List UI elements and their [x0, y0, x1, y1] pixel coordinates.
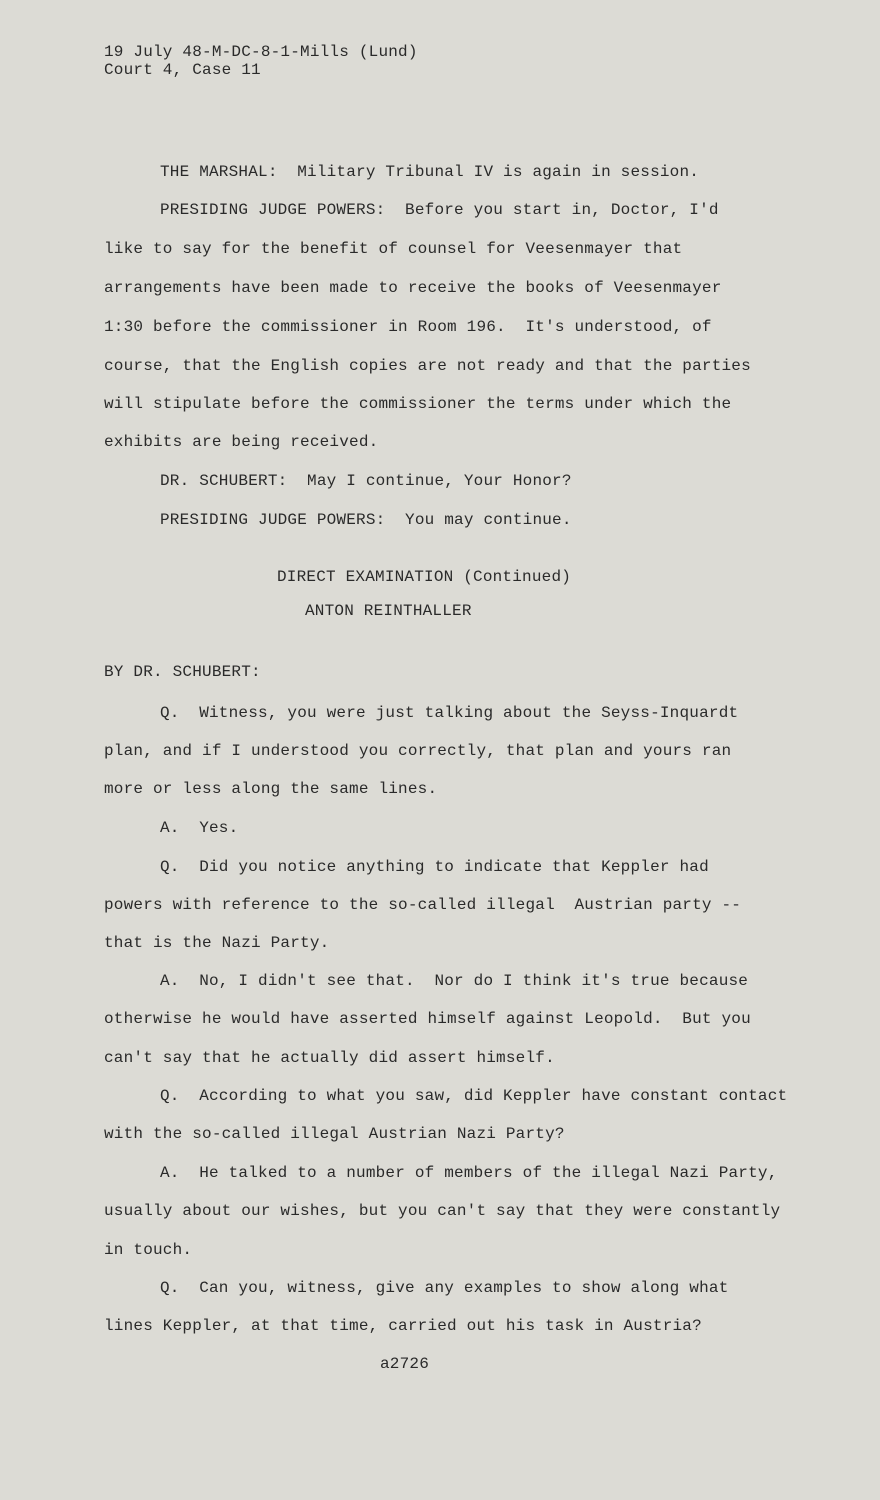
paragraph-judge-4: 1:30 before the commissioner in Room 196. It's understood, of [104, 318, 712, 336]
paragraph-judge-continue: PRESIDING JUDGE POWERS: You may continue. [160, 511, 572, 529]
question-1-line-1: Q. Witness, you were just talking about the Seyss-Inquardt [160, 704, 739, 722]
answer-1: A. Yes. [160, 819, 239, 837]
section-heading: DIRECT EXAMINATION (Continued) [277, 568, 572, 586]
witness-name: ANTON REINTHALLER [305, 602, 472, 620]
question-3-line-2: with the so-called illegal Austrian Nazi Party? [104, 1125, 565, 1143]
answer-3-line-3: in touch. [104, 1241, 193, 1259]
question-4-line-1: Q. Can you, witness, give any examples to show along what [160, 1279, 729, 1297]
paragraph-schubert: DR. SCHUBERT: May I continue, Your Honor? [160, 472, 572, 490]
paragraph-judge-5: course, that the English copies are not ready and that the parties [104, 357, 751, 375]
paragraph-judge-1: PRESIDING JUDGE POWERS: Before you start in, Doctor, I'd [160, 201, 719, 219]
examiner-label: BY DR. SCHUBERT: [104, 663, 261, 681]
paragraph-judge-6: will stipulate before the commissioner the terms under which the [104, 395, 732, 413]
question-1-line-2: plan, and if I understood you correctly, that plan and yours ran [104, 742, 732, 760]
question-1-line-3: more or less along the same lines. [104, 780, 438, 798]
header-line-2: Court 4, Case 11 [104, 61, 261, 79]
answer-2-line-3: can't say that he actually did assert himself. [104, 1049, 555, 1067]
header-line-1: 19 July 48-M-DC-8-1-Mills (Lund) [104, 43, 418, 61]
question-4-line-2: lines Keppler, at that time, carried out his task in Austria? [104, 1317, 702, 1335]
question-3-line-1: Q. According to what you saw, did Keppler have constant contact [160, 1087, 788, 1105]
question-2-line-1: Q. Did you notice anything to indicate that Keppler had [160, 858, 709, 876]
answer-3-line-2: usually about our wishes, but you can't say that they were constantly [104, 1202, 781, 1220]
paragraph-judge-7: exhibits are being received. [104, 433, 379, 451]
paragraph-judge-3: arrangements have been made to receive the books of Veesenmayer [104, 279, 722, 297]
paragraph-marshal: THE MARSHAL: Military Tribunal IV is again in session. [160, 163, 700, 181]
answer-3-line-1: A. He talked to a number of members of the illegal Nazi Party, [160, 1164, 778, 1182]
paragraph-judge-2: like to say for the benefit of counsel for Veesenmayer that [104, 240, 683, 258]
answer-2-line-1: A. No, I didn't see that. Nor do I think it's true because [160, 972, 749, 990]
question-2-line-3: that is the Nazi Party. [104, 934, 330, 952]
question-2-line-2: powers with reference to the so-called illegal Austrian party -- [104, 896, 742, 914]
answer-2-line-2: otherwise he would have asserted himself against Leopold. But you [104, 1010, 751, 1028]
page-number: a2726 [380, 1355, 430, 1373]
